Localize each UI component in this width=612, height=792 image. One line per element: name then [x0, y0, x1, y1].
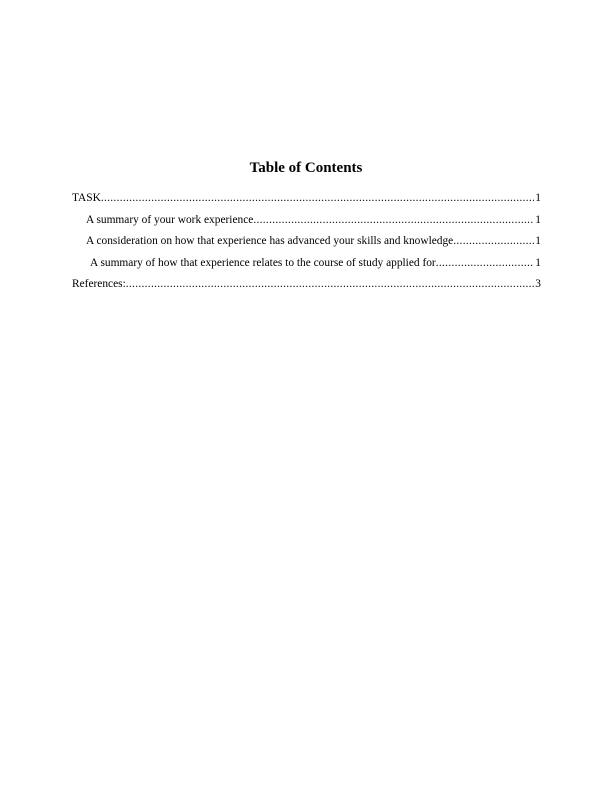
toc-entry-text: References: [72, 278, 126, 290]
toc-page-number: 1 [535, 192, 541, 204]
toc-page-number: 1 [535, 213, 541, 226]
toc-entry-task[interactable] [72, 188, 541, 210]
toc-entry-work-experience[interactable] [72, 210, 541, 232]
toc-entry-text: TASK [72, 192, 101, 204]
toc-entry-text: A summary of how that experience relates to the course of study applied for [90, 256, 436, 269]
toc-entry-skills-knowledge[interactable] [72, 231, 541, 253]
toc-dot-leader [453, 231, 534, 253]
toc-entry-text: A consideration on how that experience has advanced your skills and knowledge [86, 235, 454, 247]
toc-page-number: 3 [535, 278, 541, 290]
toc-page-number: 1 [535, 256, 541, 269]
toc-entry-references[interactable] [72, 274, 541, 296]
toc-dot-leader [126, 274, 535, 296]
toc-page-number: 1 [535, 235, 541, 247]
toc-entry-course-relation[interactable] [72, 253, 541, 275]
toc-entry-text: A summary of your work experience [86, 213, 254, 226]
toc-dot-leader [436, 253, 535, 275]
toc-dot-leader [101, 188, 534, 210]
toc-title: Table of Contents [249, 160, 363, 176]
table-of-contents [72, 188, 541, 296]
toc-dot-leader [253, 210, 534, 232]
